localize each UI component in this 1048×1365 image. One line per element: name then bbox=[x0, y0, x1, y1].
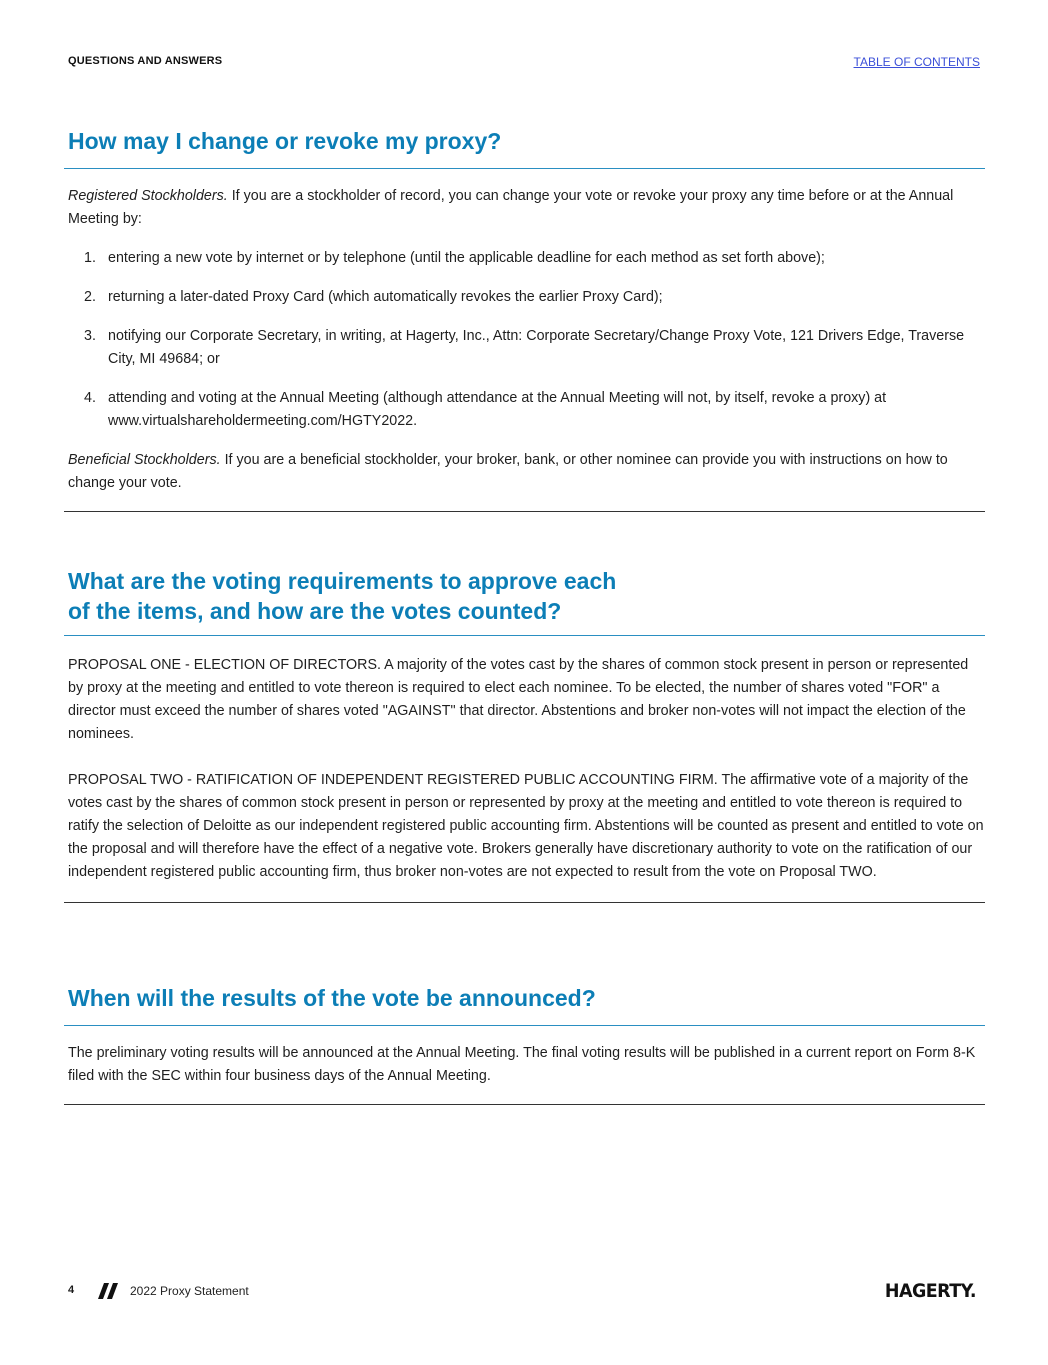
table-of-contents-link[interactable]: TABLE OF CONTENTS bbox=[853, 55, 980, 69]
section-change-revoke-proxy bbox=[64, 126, 985, 512]
results-paragraph: The preliminary voting results will be announced at the Annual Meeting. The final voting results will be published in a current report on Form 8-K filed with the SEC within four business days of the Annual Meeting. bbox=[68, 1045, 976, 1084]
registered-label: Registered Stockholders. bbox=[68, 188, 228, 204]
beneficial-label: Beneficial Stockholders. bbox=[68, 452, 221, 468]
section-heading: When will the results of the vote be announced? bbox=[68, 985, 596, 1011]
list-number: 2. bbox=[84, 289, 96, 305]
beneficial-text: If you are a beneficial stockholder, your broker, bank, or other nominee can provide you with instructions on how to change your vote. bbox=[68, 452, 948, 491]
beneficial-stockholders-paragraph bbox=[64, 449, 985, 495]
list-item bbox=[64, 286, 985, 309]
registered-text: If you are a stockholder of record, you can change your vote or revoke your proxy any time before or at the Annual Meeting by: bbox=[68, 188, 954, 227]
hagerty-logo: HAGERTY. bbox=[884, 1280, 976, 1302]
heading-divider bbox=[64, 1025, 985, 1026]
header-section-title: QUESTIONS AND ANSWERS bbox=[68, 55, 223, 67]
list-item-text: returning a later-dated Proxy Card (which automatically revokes the earlier Proxy Card); bbox=[108, 289, 663, 305]
heading-divider bbox=[64, 635, 985, 636]
heading-line-2: of the items, and how are the votes counted? bbox=[68, 598, 562, 624]
list-item bbox=[64, 247, 985, 270]
list-item bbox=[64, 387, 985, 433]
proposal-two-paragraph: PROPOSAL TWO - RATIFICATION OF INDEPENDENT REGISTERED PUBLIC ACCOUNTING FIRM. The affirmative vote of a majority of the votes cast by the shares of common stock present in person or represented by proxy at the meeting and entitled to vote thereon is required to ratify the selection of Deloitte as our independent registered public accounting firm. Abstentions will be counted as present and entitled to vote on the proposal and will therefore have the effect of a negative vote. Brokers generally have discretionary authority to vote on the ratification of our independent registered public accounting firm, thus broker non-votes are not expected to result from the vote on Proposal TWO. bbox=[68, 772, 984, 880]
list-number: 4. bbox=[84, 390, 96, 406]
revoke-methods-list bbox=[64, 247, 985, 433]
list-number: 3. bbox=[84, 328, 96, 344]
list-item-text: notifying our Corporate Secretary, in writing, at Hagerty, Inc., Attn: Corporate Secretary/Change Proxy Vote, 121 Drivers Edge, Traverse City, MI 49684; or bbox=[108, 328, 965, 367]
page-footer bbox=[68, 1280, 980, 1304]
list-number: 1. bbox=[84, 250, 96, 266]
heading-line-1: What are the voting requirements to approve each bbox=[68, 568, 617, 594]
list-item bbox=[64, 325, 985, 371]
section-results-announcement bbox=[64, 983, 985, 1105]
heading-divider bbox=[64, 168, 985, 169]
section-heading: How may I change or revoke my proxy? bbox=[68, 128, 502, 154]
section-divider bbox=[64, 1104, 985, 1105]
registered-stockholders-paragraph bbox=[64, 185, 985, 231]
section-divider bbox=[64, 511, 985, 512]
page-number: 4 bbox=[68, 1284, 75, 1296]
page-header bbox=[68, 55, 980, 71]
list-item-text: attending and voting at the Annual Meeting (although attendance at the Annual Meeting will not, by itself, revoke a proxy) at www.virtualshareholdermeeting.com/HGTY2022. bbox=[108, 390, 887, 429]
document-title: 2022 Proxy Statement bbox=[130, 1284, 249, 1298]
section-divider bbox=[64, 902, 985, 903]
list-item-text: entering a new vote by internet or by telephone (until the applicable deadline for each method as set forth above); bbox=[108, 250, 825, 266]
proposal-one-paragraph: PROPOSAL ONE - ELECTION OF DIRECTORS. A majority of the votes cast by the shares of common stock present in person or represented by proxy at the meeting and entitled to vote thereon is required to elect each nominee. To be elected, the number of shares voted "FOR" a director must exceed the number of shares voted "AGAINST" that director. Abstentions and broker non-votes will not impact the election of the nominees. bbox=[68, 657, 969, 742]
section-heading bbox=[64, 566, 985, 626]
double-slash-icon bbox=[98, 1283, 120, 1299]
section-voting-requirements bbox=[64, 566, 985, 903]
